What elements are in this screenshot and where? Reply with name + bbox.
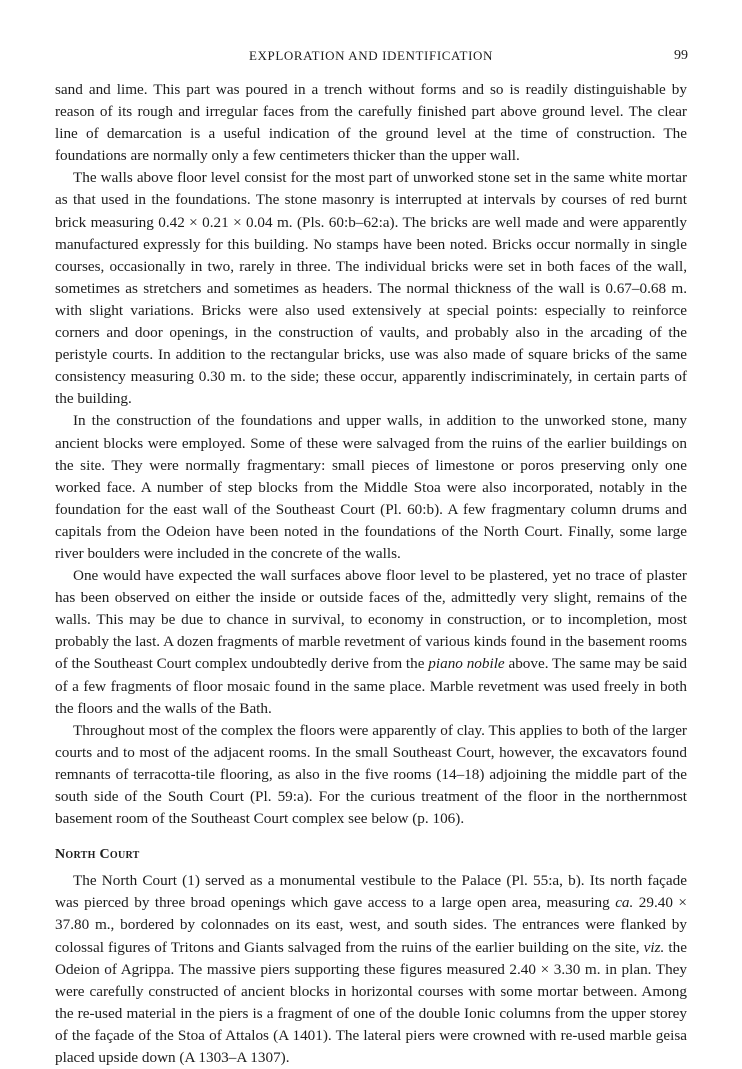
page-number: 99 <box>674 48 688 63</box>
paragraph-plaster-revetment <box>55 565 687 720</box>
section-heading-north-court: North Court <box>55 847 140 863</box>
italic-term: ca. <box>615 894 634 912</box>
paragraph-text: above. The same may be said of a few fragments of floor mosaic found in the same place. Marble revetment was used freely in both the floors and the walls of the Bath. <box>55 655 687 717</box>
body-text <box>55 79 687 1069</box>
running-title: EXPLORATION AND IDENTIFICATION <box>248 48 494 63</box>
paragraph-text: The North Court (1) served as a monumental vestibule to the Palace (Pl. 55:a, b). Its north façade was pierced by three broad openings which gave access to a large open area, measuring <box>55 872 687 912</box>
italic-term: piano nobile <box>428 655 505 673</box>
paragraph-text: 29.40 × 37.80 m., bordered by colonnades on its east, west, and south sides. The entrances were flanked by colossal figures of Tritons and Giants salvaged from the ruins of the earlier building on the site, <box>55 894 687 956</box>
paragraph-floors: Throughout most of the complex the floors were apparently of clay. This applies to both of the larger courts and to most of the adjacent rooms. In the small Southeast Court, however, the excavators found remnants of terracotta-tile flooring, as also in the five rooms (14–18) adjoining the middle part of the south side of the South Court (Pl. 59:a). For the curious treatment of the floor in the northernmost basement room of the Southeast Court complex see below (p. 106). <box>55 721 687 828</box>
running-head <box>54 48 688 68</box>
paragraph-text: One would have expected the wall surfaces above floor level to be plastered, yet no trace of plaster has been observed on either the inside or outside faces of the, admittedly very slight, remains of the walls. This may be due to chance in survival, to economy in construction, or to incompletion, most probably the last. A dozen fragments of marble revetment of various kinds found in the basement rooms of the Southeast Court complex undoubtedly derive from the <box>55 567 687 673</box>
paragraph-ancient-blocks: In the construction of the foundations and upper walls, in addition to the unworked stone, many ancient blocks were employed. Some of these were salvaged from the ruins of the earlier buildings on the site. They were normally fragmentary: small pieces of limestone or poros preserving only one worked face. A number of step blocks from the Middle Stoa were also incorporated, notably in the foundation for the east wall of the Southeast Court (Pl. 60:b). A few fragmentary column drums and capitals from the Odeion have been noted in the foundations of the North Court. Finally, some large river boulders were included in the concrete of the walls. <box>55 412 687 562</box>
paragraph-walls-above-floor: The walls above floor level consist for the most part of unworked stone set in the same white mortar as that used in the foundations. The stone masonry is interrupted at intervals by courses of red burnt brick measuring 0.42 × 0.21 × 0.04 m. (Pls. 60:b–62:a). The bricks are well made and were apparently manufactured expressly for this building. No stamps have been noted. Bricks occur normally in single courses, occasionally in two, rarely in three. The individual bricks were set in both faces of the wall, sometimes as stretchers and sometimes as headers. The normal thickness of the wall is 0.67–0.68 m. with slight variations. Bricks were also used extensively at special points: especially to reinforce corners and door openings, in the construction of vaults, and probably also in the arcading of the peristyle courts. In addition to the rectangular bricks, use was also made of square bricks of the same consistency measuring 0.30 m. to the side; these occur, apparently indiscriminately, in certain parts of the building. <box>55 169 687 408</box>
italic-term: viz. <box>643 938 665 956</box>
paragraph-north-court <box>55 870 687 1069</box>
paragraph-foundations-continued: sand and lime. This part was poured in a trench without forms and so is readily distinguishable by reason of its rough and irregular faces from the carefully finished part above ground level. The clear line of demarcation is a useful indication of the ground level at the time of construction. The foundations are normally only a few centimeters thicker than the upper wall. <box>55 81 687 165</box>
paragraph-text: the Odeion of Agrippa. The massive piers supporting these figures measured 2.40 × 3.30 m. in plan. They were carefully constructed of ancient blocks in horizontal courses with some mortar between. Among the re-used material in the piers is a fragment of one of the double Ionic columns from the upper storey of the façade of the Stoa of Attalos (A 1401). The lateral piers were crowned with re-used marble geisa placed upside down (A 1303–A 1307). <box>55 938 687 1067</box>
